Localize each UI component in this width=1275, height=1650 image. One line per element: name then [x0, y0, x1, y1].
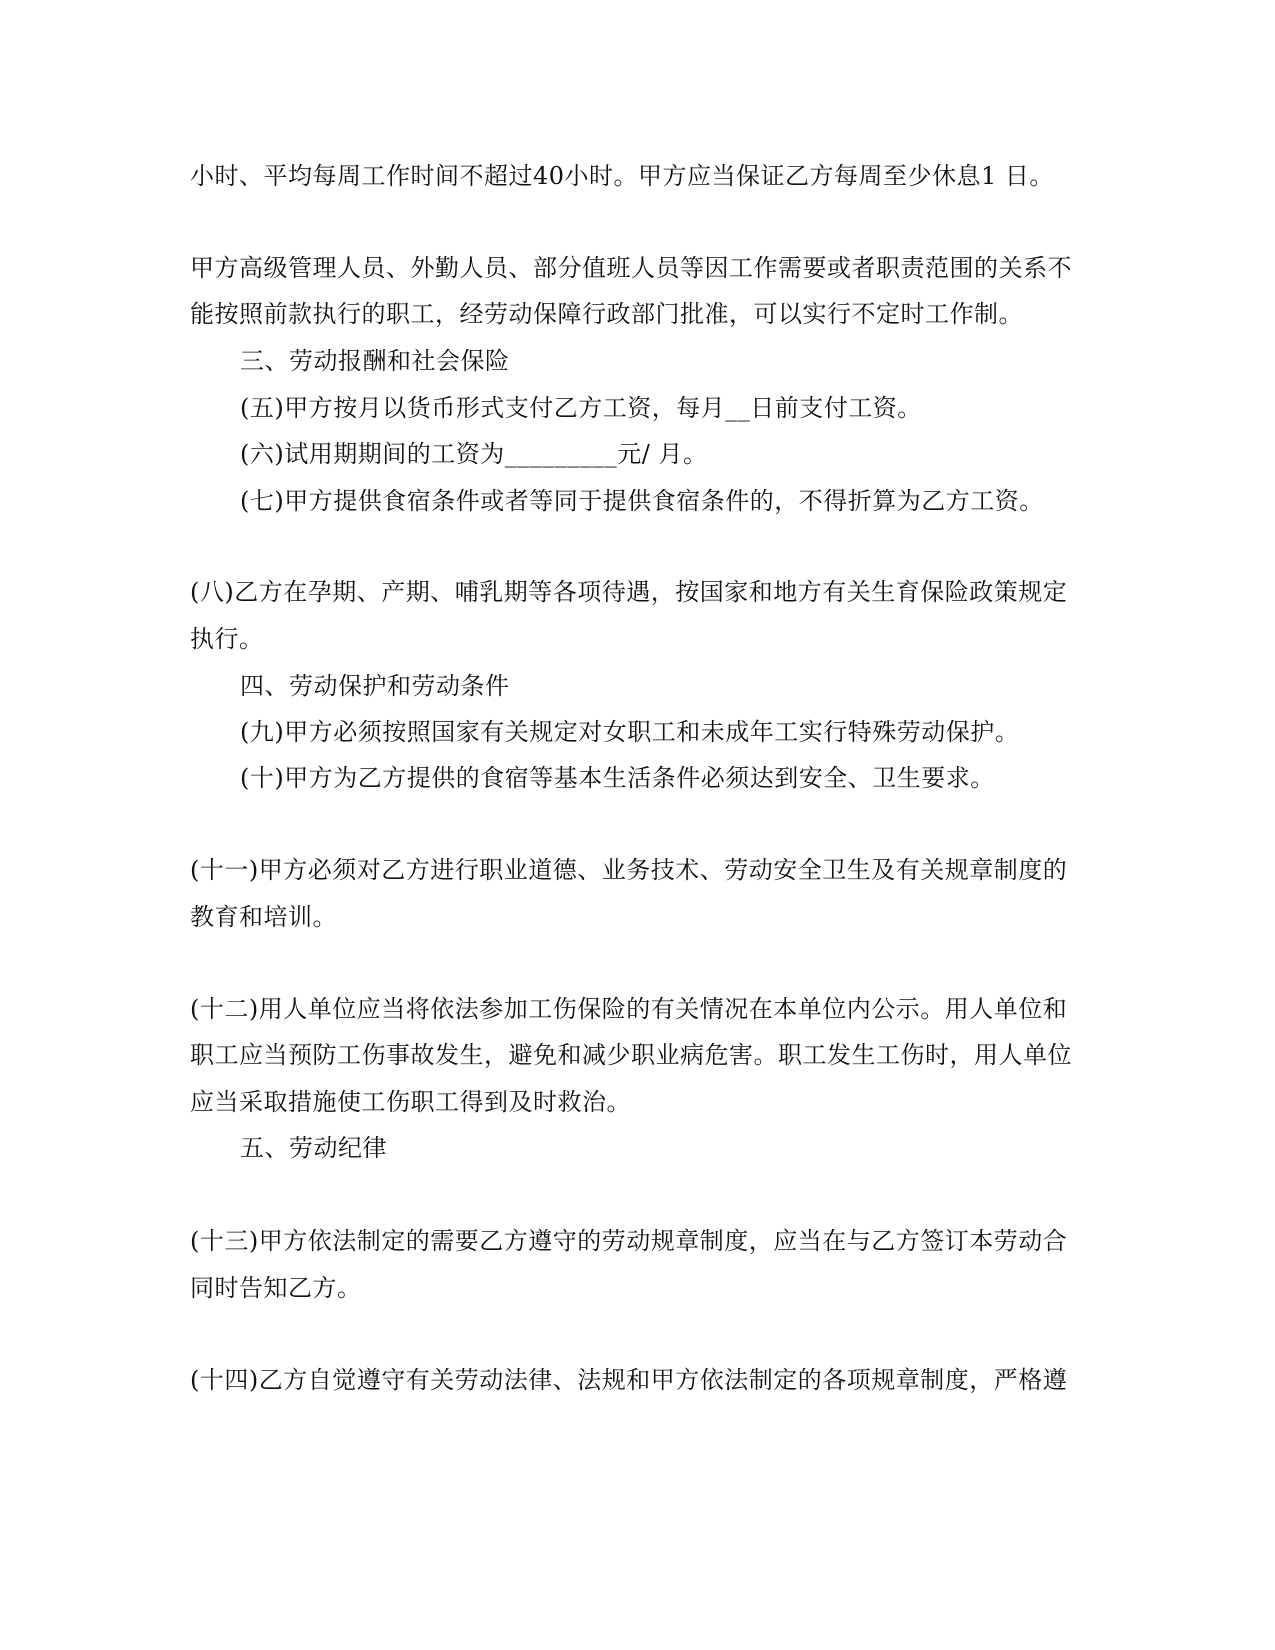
text-line: 教育和培训。 [190, 903, 337, 931]
text-line: 同时告知乙方。 [190, 1274, 362, 1302]
clause: (十四)乙方自觉遵守有关劳动法律、法规和甲方依法制定的各项规章制度，严格遵 [190, 1366, 1068, 1394]
text-line: 小时、平均每周工作时间不超过40小时。甲方应当保证乙方每周至少休息1 日。 [190, 162, 1054, 190]
section-heading: 四、劳动保护和劳动条件 [240, 672, 510, 700]
clause: (八)乙方在孕期、产期、哺乳期等各项待遇，按国家和地方有关生育保险政策规定 [190, 578, 1068, 606]
clause: (九)甲方必须按照国家有关规定对女职工和未成年工实行特殊劳动保护。 [240, 718, 1020, 746]
clause: (十一)甲方必须对乙方进行职业道德、业务技术、劳动安全卫生及有关规章制度的 [190, 856, 1068, 884]
clause: (十二)用人单位应当将依法参加工伤保险的有关情况在本单位内公示。用人单位和 [190, 995, 1068, 1023]
text-line: 执行。 [190, 625, 264, 653]
clause: (十三)甲方依法制定的需要乙方遵守的劳动规章制度，应当在与乙方签订本劳动合 [190, 1227, 1068, 1255]
clause: (十)甲方为乙方提供的食宿等基本生活条件必须达到安全、卫生要求。 [240, 764, 995, 792]
text-line: 能按照前款执行的职工，经劳动保障行政部门批准，可以实行不定时工作制。 [190, 300, 1023, 328]
section-heading: 五、劳动纪律 [240, 1134, 387, 1162]
text-line: 职工应当预防工伤事故发生，避免和减少职业病危害。职工发生工伤时，用人单位 [190, 1041, 1072, 1069]
text-line: 甲方高级管理人员、外勤人员、部分值班人员等因工作需要或者职责范围的关系不 [190, 254, 1072, 282]
text-line: 应当采取措施使工伤职工得到及时救治。 [190, 1088, 631, 1116]
clause: (七)甲方提供食宿条件或者等同于提供食宿条件的，不得折算为乙方工资。 [240, 487, 1044, 515]
clause: (五)甲方按月以货币形式支付乙方工资，每月__日前支付工资。 [240, 394, 922, 422]
clause: (六)试用期期间的工资为_________元/ 月。 [240, 440, 708, 468]
section-heading: 三、劳动报酬和社会保险 [240, 347, 510, 375]
